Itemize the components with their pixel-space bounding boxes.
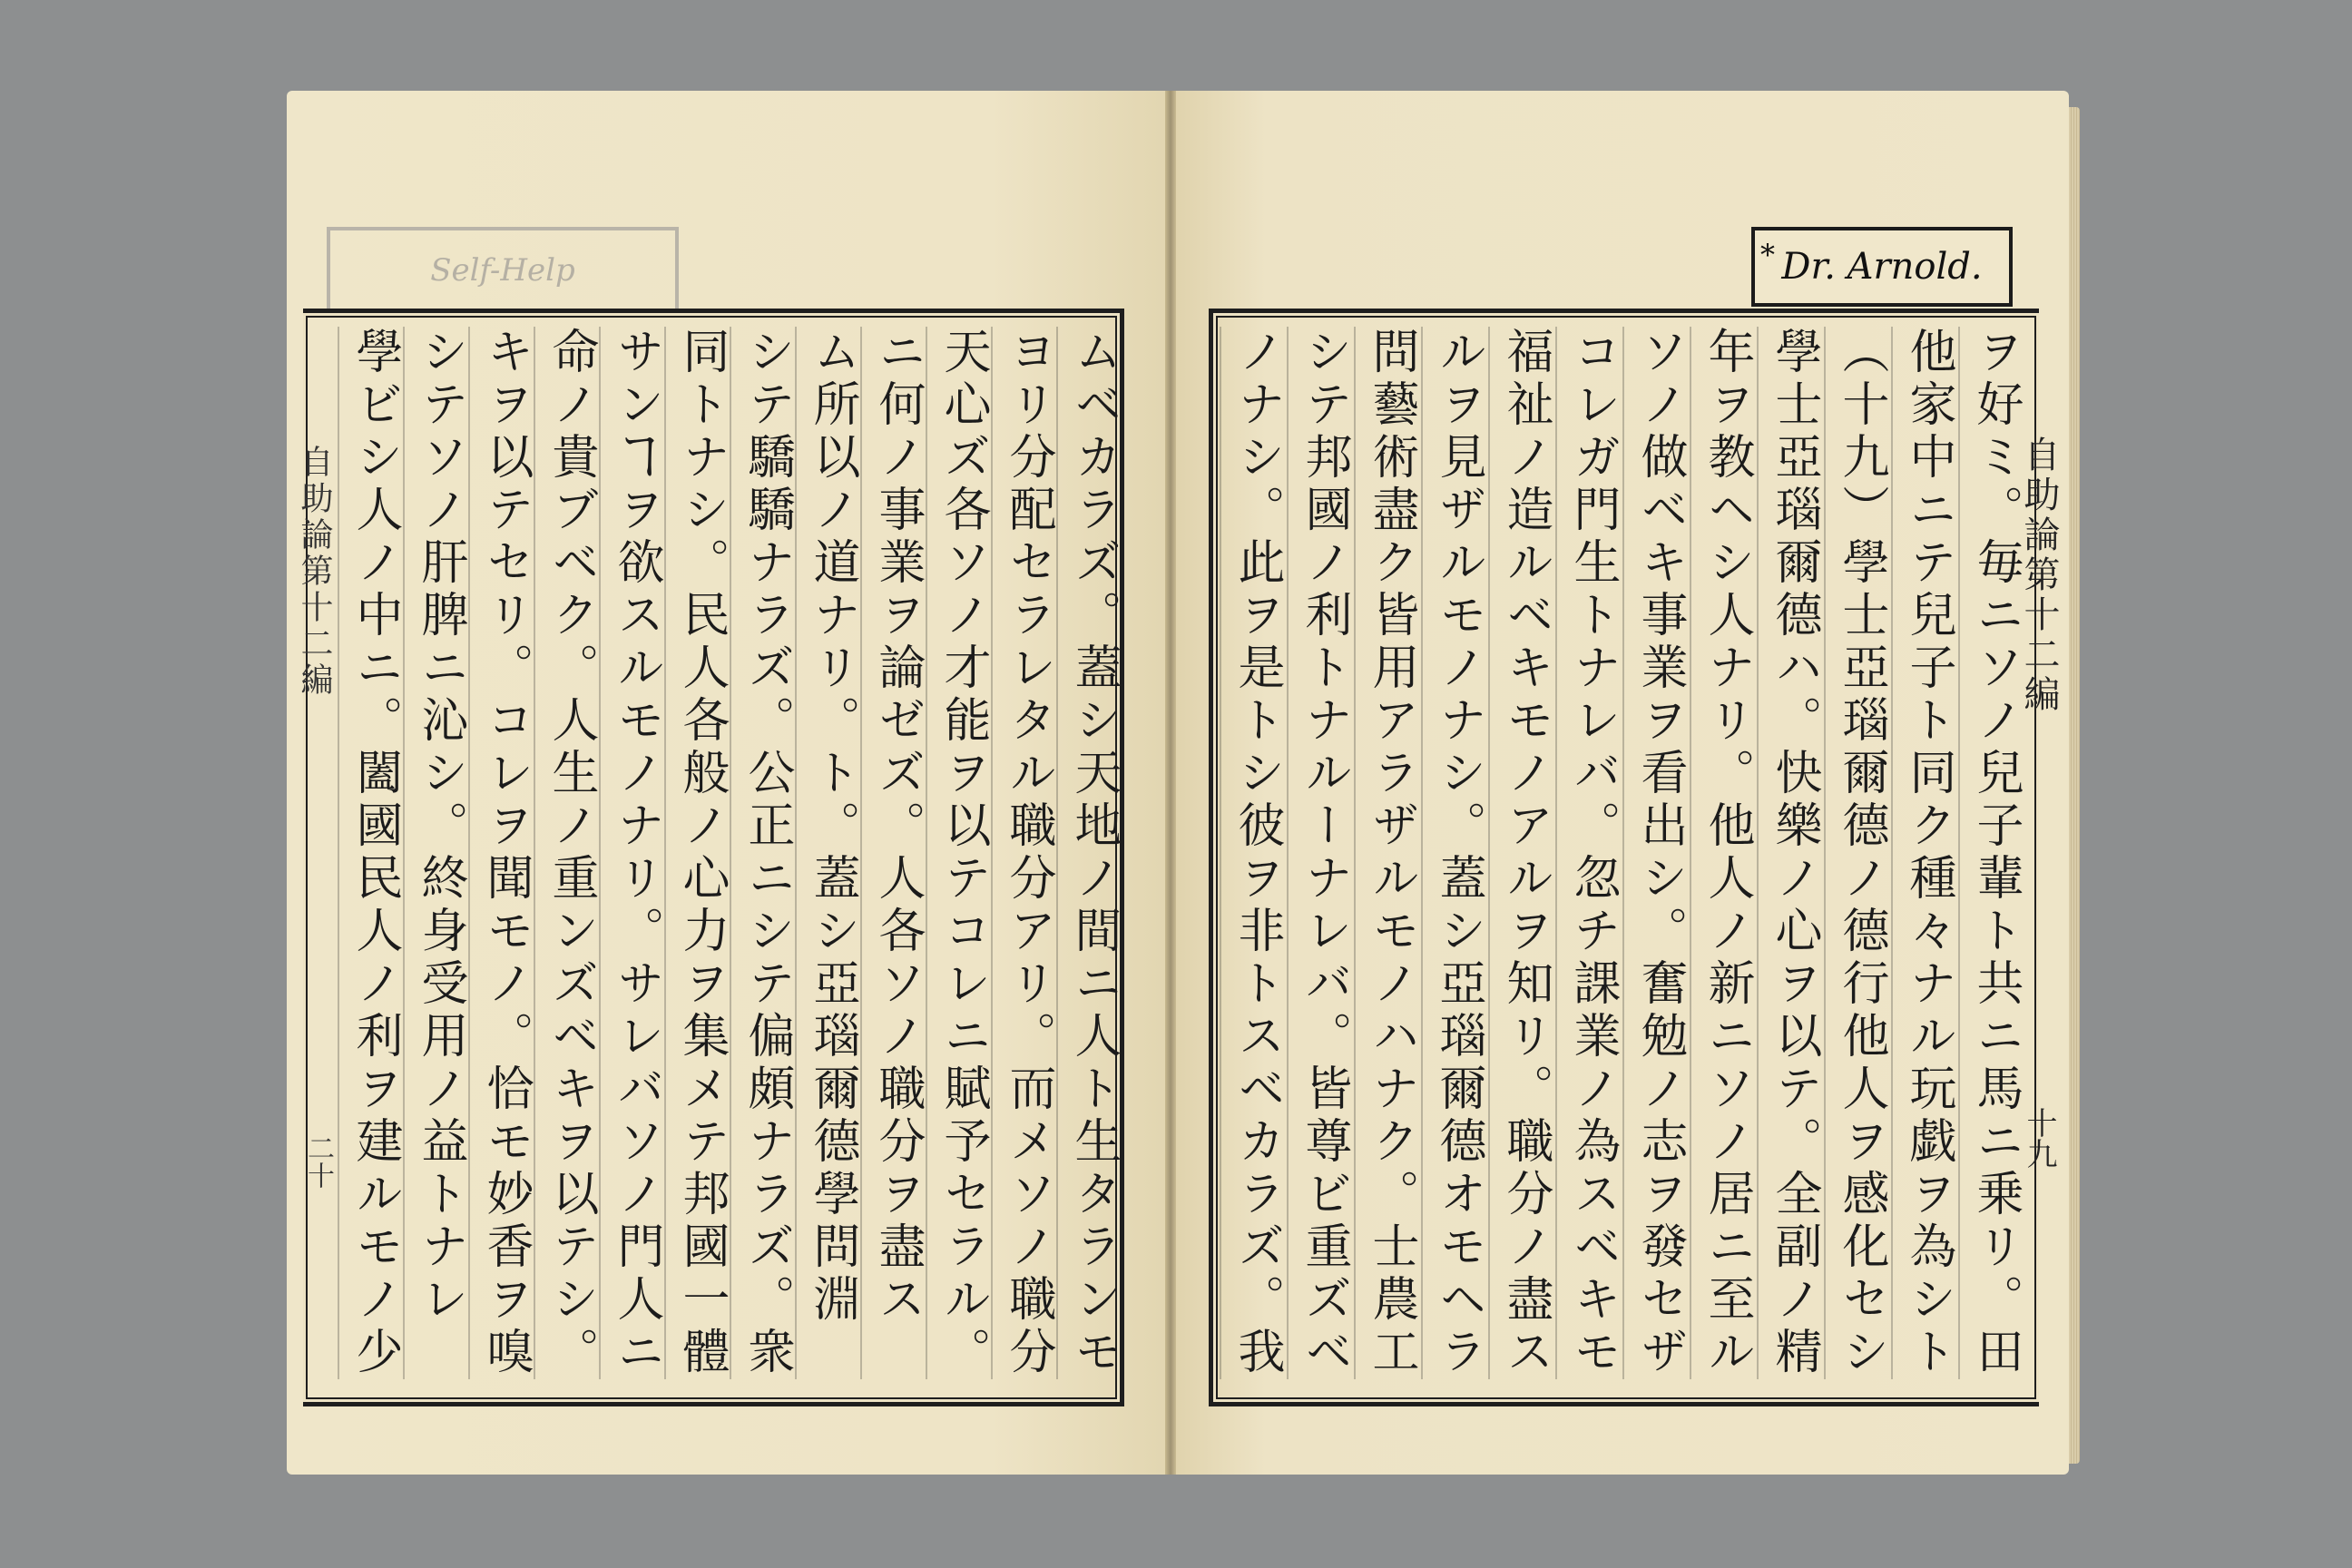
right-column: 問藝術盡ク皆用アラザルモノハナク。士農工 xyxy=(1354,327,1426,1379)
left-column: 命ノ貴ブベク。人生ノ重ンズベキヲ以テシ。 xyxy=(534,327,606,1379)
right-column: ルヲ見ザルモノナシ。蓋シ亞瑙爾德オモヘラ xyxy=(1421,327,1494,1379)
right-running-title: 自助論第十二編 xyxy=(2018,436,2060,715)
left-column: 學ビシ人ノ中ニ。闔國民人ノ利ヲ建ルモノ少 xyxy=(338,327,410,1379)
left-column: ムベカラズ。蓋シ天地ノ間ニ人ト生タランモ xyxy=(1056,327,1129,1379)
left-column: ム所以ノ道ナリ。ト。蓋シ亞瑙爾德學問淵 xyxy=(795,327,867,1379)
left-column: キヲ以テセリ。コレヲ聞モノ。恰モ妙香ヲ嗅 xyxy=(468,327,541,1379)
right-column: ノナシ。此ヲ是トシ彼ヲ非トスベカラズ。我 xyxy=(1220,327,1292,1379)
right-column: コレガ門生トナレバ。忽チ課業ノ為スベキモ xyxy=(1555,327,1628,1379)
left-column: サンヿヲ欲スルモノナリ。サレバソノ門人ニ xyxy=(599,327,671,1379)
right-column: 他家中ニテ兒子ト同ク種々ナル玩戯ヲ為シト xyxy=(1891,327,1964,1379)
right-column: （十九）學士亞瑙爾德ノ德行他人ヲ感化セシ xyxy=(1824,327,1896,1379)
left-folio: 二十 xyxy=(302,1134,334,1189)
annotation-box xyxy=(1751,227,2013,307)
right-column: ソノ做ベキ事業ヲ看出シ。奮勉ノ志ヲ發セザ xyxy=(1622,327,1695,1379)
right-column: 年ヲ教ヘシ人ナリ。他人ノ新ニソノ居ニ至ル xyxy=(1690,327,1762,1379)
right-column: ヲ好ミ。毎ニソノ兒子輩ト共ニ馬ニ乗リ。田 xyxy=(1958,327,2031,1379)
left-column: 天心ズ各ソノ才能ヲ以テコレニ賦予セラル。 xyxy=(926,327,998,1379)
right-column: シテ邦國ノ利トナルーナレバ。皆尊ビ重ズベ xyxy=(1287,327,1359,1379)
right-folio: 十九 xyxy=(2021,1107,2057,1169)
left-column: ヨリ分配セラレタル職分アリ。而メソノ職分 xyxy=(991,327,1063,1379)
left-column: 同トナシ。民人各般ノ心力ヲ集メテ邦國一體 xyxy=(664,327,737,1379)
left-column: シテ驕驕ナラズ。公正ニシテ偏頗ナラズ。衆 xyxy=(730,327,802,1379)
left-column: シテソノ肝脾ニ沁シ。終身受用ノ益トナレ xyxy=(403,327,475,1379)
annotation-text: Dr. Arnold. xyxy=(1781,246,1983,288)
library-stamp: Self-Help xyxy=(327,227,679,314)
right-column: 福祉ノ造ルベキモノアルヲ知リ。職分ノ盡ス xyxy=(1488,327,1561,1379)
book-gutter xyxy=(1165,91,1176,1475)
page-edges xyxy=(2069,107,2080,1464)
annotation-marker: * xyxy=(1760,238,1775,272)
left-running-title: 自助論第十二編 xyxy=(296,445,333,699)
left-column: ニ何ノ事業ヲ論ゼズ。人各ソノ職分ヲ盡ス xyxy=(860,327,933,1379)
right-column: 學士亞瑙爾德ハ。快樂ノ心ヲ以テ。全副ノ精 xyxy=(1757,327,1829,1379)
